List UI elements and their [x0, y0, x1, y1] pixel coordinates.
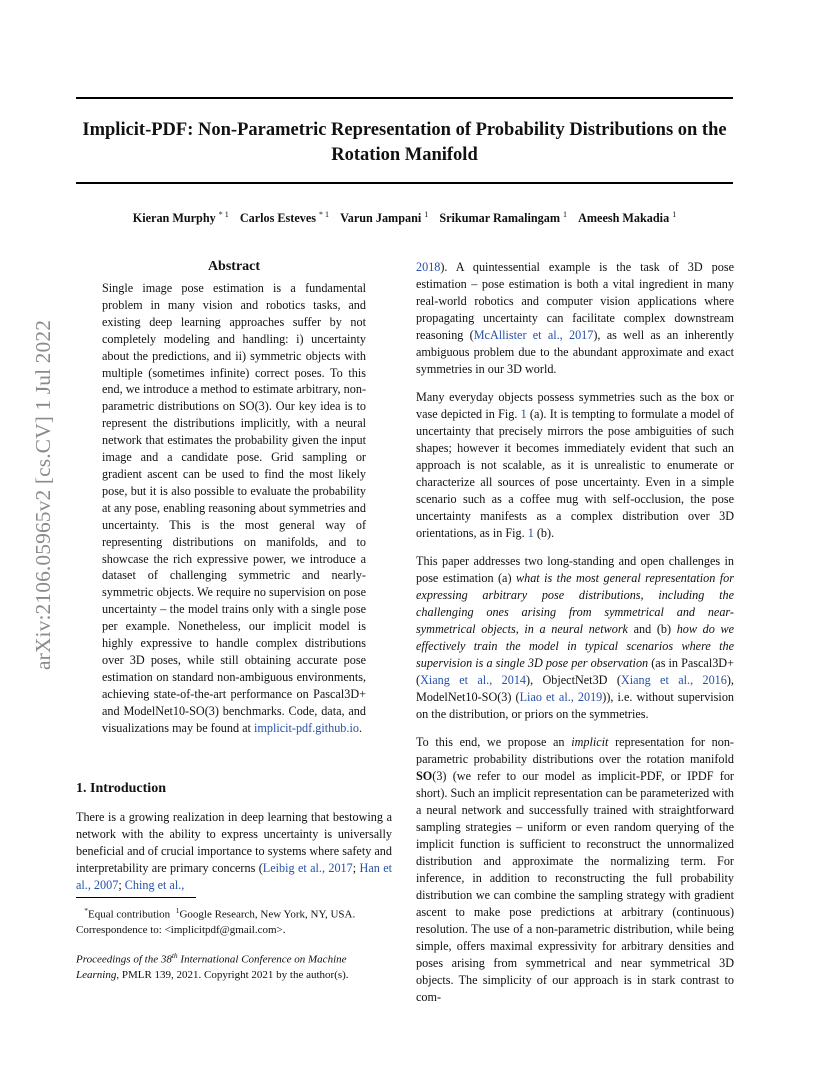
abstract-body-text: Single image pose estimation is a fundamental problem in many vision and robotics tasks, and existing deep learning approaches suffer by not completely modeling and handling: i) uncertainty about the predictions, and ii) symmetric objects with multiple (sometimes infinite) correct poses. To this end, we introduce a method to estimate arbitrary, non-parametric distributions on SO(3). Our key idea is to represent the distributions implicitly, with a neural network that estimates the probability given the input image and a candidate pose. Grid sampling or gradient ascent can be used to find the most likely pose, but it is also possible to evaluate the probability at any pose, enabling reasoning about symmetries and uncertainty. This is the most general way of representing distributions on manifolds, and to showcase the rich expressive power, we introduce a dataset of challenging symmetric and nearly-symmetric objects. We require no supervision on pose uncertainty – the model trains only with a single pose per example. Nonetheless, our implicit model is highly expressive to handle complex distributions over 3D poses, while still obtaining accurate pose estimation on standard non-ambiguous environments, achieving state-of-the-art performance on Pascal3D+ and ModelNet10-SO(3) benchmarks. Code, data, and visualizations may be found at [102, 281, 366, 735]
title-top-rule [76, 97, 733, 99]
title-bottom-rule [76, 182, 733, 184]
paragraph-text: (a). It is tempting to formulate a model of uncertainty that precisely mirrors the pose ambiguities of such shapes; however it becomes immediately evident that such an approach is not scalable, as it is unrealistic to enumerate or characterize all sources of pose uncertainty. Even in a simple scenario such as a coffee mug with self-occlusion, the pose uncertainty manifests as a complex distribution over 3D orientations, as in Fig. [416, 407, 734, 540]
author [578, 211, 676, 225]
author-affil: * 1 [218, 210, 229, 219]
footnote-affil-mark: 1 [175, 906, 180, 915]
proceedings-text: Proceedings of the 38 [76, 953, 172, 966]
paragraph-text: (b). [533, 526, 555, 540]
emphasis-text: what is the most general representation for expressing arbitrary pose distributions, including the challenging ones arising from symmetrical and near-symmetrical objects, in a neural network [416, 571, 734, 636]
footnote-equal: Equal contribution [88, 908, 171, 921]
math-symbol: SO [416, 769, 433, 783]
paragraph-text: ), as well as an inherently ambiguous problem due to the abundant approximate and exact symmetries in our 3D world. [416, 328, 734, 376]
paragraph-text: (3) (we refer to our model as implicit-PDF, or IPDF for short). Such an implicit representation can be parameterized with a neural network and successfully trained with straightforward sampling strategies – uniform or even random querying of the implicit function is sufficient to reconstruct the unnormalized distribution and approximate the normalizing term. For inference, in addition to reconstructing the full probability distribution we can combine the sampling strategy with gradient ascent to make pose predictions at arbitrary (continuous) resolution. The use of a non-parametric distribution, while being simple, offers maximal expressivity for arbitrary densities and poses arising from symmetrical and near symmetrical 3D objects. The simplicity of our approach is in stark contrast to com- [416, 769, 734, 1004]
author [133, 211, 229, 225]
author-affil: 1 [672, 210, 677, 219]
paragraph-text: To this end, we propose an [416, 735, 572, 749]
author-name: Ameesh Makadia [578, 211, 670, 226]
paragraph-text: ). A quintessential example is the task of 3D pose estimation – pose estimation is both a vital ingredient in many real-world robotics and computer vision applications where propagating uncertainty can facilitate complex downstream reasoning ( [416, 260, 734, 342]
citation-separator: ; [352, 861, 360, 876]
paragraph-text: )), i.e. without supervision on the distribution, or priors on the symmetries. [416, 690, 735, 721]
arxiv-stamp[interactable]: arXiv:2106.05965v2 [cs.CV] 1 Jul 2022 [31, 319, 55, 670]
citation-link[interactable]: Xiang et al., 2014 [420, 673, 527, 687]
citation-link[interactable]: Liao et al., 2019 [519, 690, 603, 704]
author-name: Srikumar Ramalingam [439, 211, 560, 226]
paragraph-text: This paper addresses two long-standing and open challenges in pose estimation (a) [416, 554, 734, 585]
footnote-correspondence: Correspondence to: <implicitpdf@gmail.com>. [76, 923, 286, 936]
citation-link[interactable]: Han et al., 2007 [76, 861, 392, 893]
paragraph-text: Many everyday objects possess symmetries such as the box or vase depicted in Fig. [416, 390, 734, 421]
paragraph-text: and (b) [627, 622, 677, 636]
paragraph-text: ), ObjectNet3D ( [526, 673, 621, 687]
code-link[interactable]: implicit-pdf.github.io [253, 720, 359, 735]
emphasis-text: how do we effectively train the model in typical scenarios where the supervision is a single 3D pose per observation [416, 622, 734, 670]
footnote-star-mark: * [84, 906, 88, 915]
citation-link[interactable]: Ching et al., [124, 878, 185, 893]
proceedings-copyright: , PMLR 139, 2021. Copyright 2021 by the author(s). [116, 968, 349, 981]
author [439, 211, 567, 225]
paper-title: Implicit-PDF: Non-Parametric Representation of Probability Distributions on the Rotation Manifold [82, 120, 727, 165]
citation-link[interactable]: 2018 [416, 260, 441, 274]
author-affil: * 1 [319, 210, 330, 219]
abstract-text [102, 280, 366, 736]
intro-text: There is a growing realization in deep learning that bestowing a network with the ability to express uncertainty is universally beneficial and of crucial importance to systems where safety and interpretability are primary concerns ( [76, 810, 392, 876]
right-column [416, 259, 734, 1017]
author-list [76, 210, 733, 226]
footnote [76, 903, 392, 983]
citation-link[interactable]: Xiang et al., 2016 [620, 673, 727, 687]
abstract-heading: Abstract [207, 259, 261, 274]
author [240, 211, 329, 225]
left-column [76, 258, 392, 894]
figure-ref-link[interactable]: 1 [520, 407, 527, 421]
intro-paragraph [76, 809, 392, 894]
proceedings-note [76, 948, 392, 984]
author-affil: 1 [563, 210, 568, 219]
author-name: Varun Jampani [340, 211, 422, 226]
paragraph-text: (as in Pascal3D+ ( [416, 656, 734, 687]
proceedings-venue: International Conference on Machine Learning [76, 953, 347, 981]
footnote-rule [76, 897, 196, 898]
author-name: Carlos Esteves [239, 211, 316, 226]
citation-link[interactable]: Leibig et al., 2017 [262, 861, 353, 876]
paragraph [416, 734, 734, 1006]
proceedings-sup: th [171, 950, 178, 960]
paragraph [416, 553, 734, 723]
paragraph-text: representation for non-parametric probability distributions over the rotation manifold [416, 735, 734, 766]
paragraph-text: ), ModelNet10-SO(3) ( [416, 673, 734, 704]
emphasis-text: implicit [571, 735, 609, 749]
citation-link[interactable]: McAllister et al., 2017 [473, 328, 594, 342]
citation-separator: ; [118, 878, 125, 893]
footnote-affiliations [76, 903, 392, 923]
paragraph [416, 259, 734, 378]
author-affil: 1 [424, 210, 429, 219]
paragraph [416, 389, 734, 542]
abstract-end: . [358, 720, 362, 735]
footnote-affil: Google Research, New York, NY, USA. [179, 908, 356, 921]
section-heading-introduction: 1. Introduction [76, 781, 166, 797]
author-name: Kieran Murphy [132, 211, 216, 226]
author [340, 211, 428, 225]
figure-ref-link[interactable]: 1 [527, 526, 534, 540]
